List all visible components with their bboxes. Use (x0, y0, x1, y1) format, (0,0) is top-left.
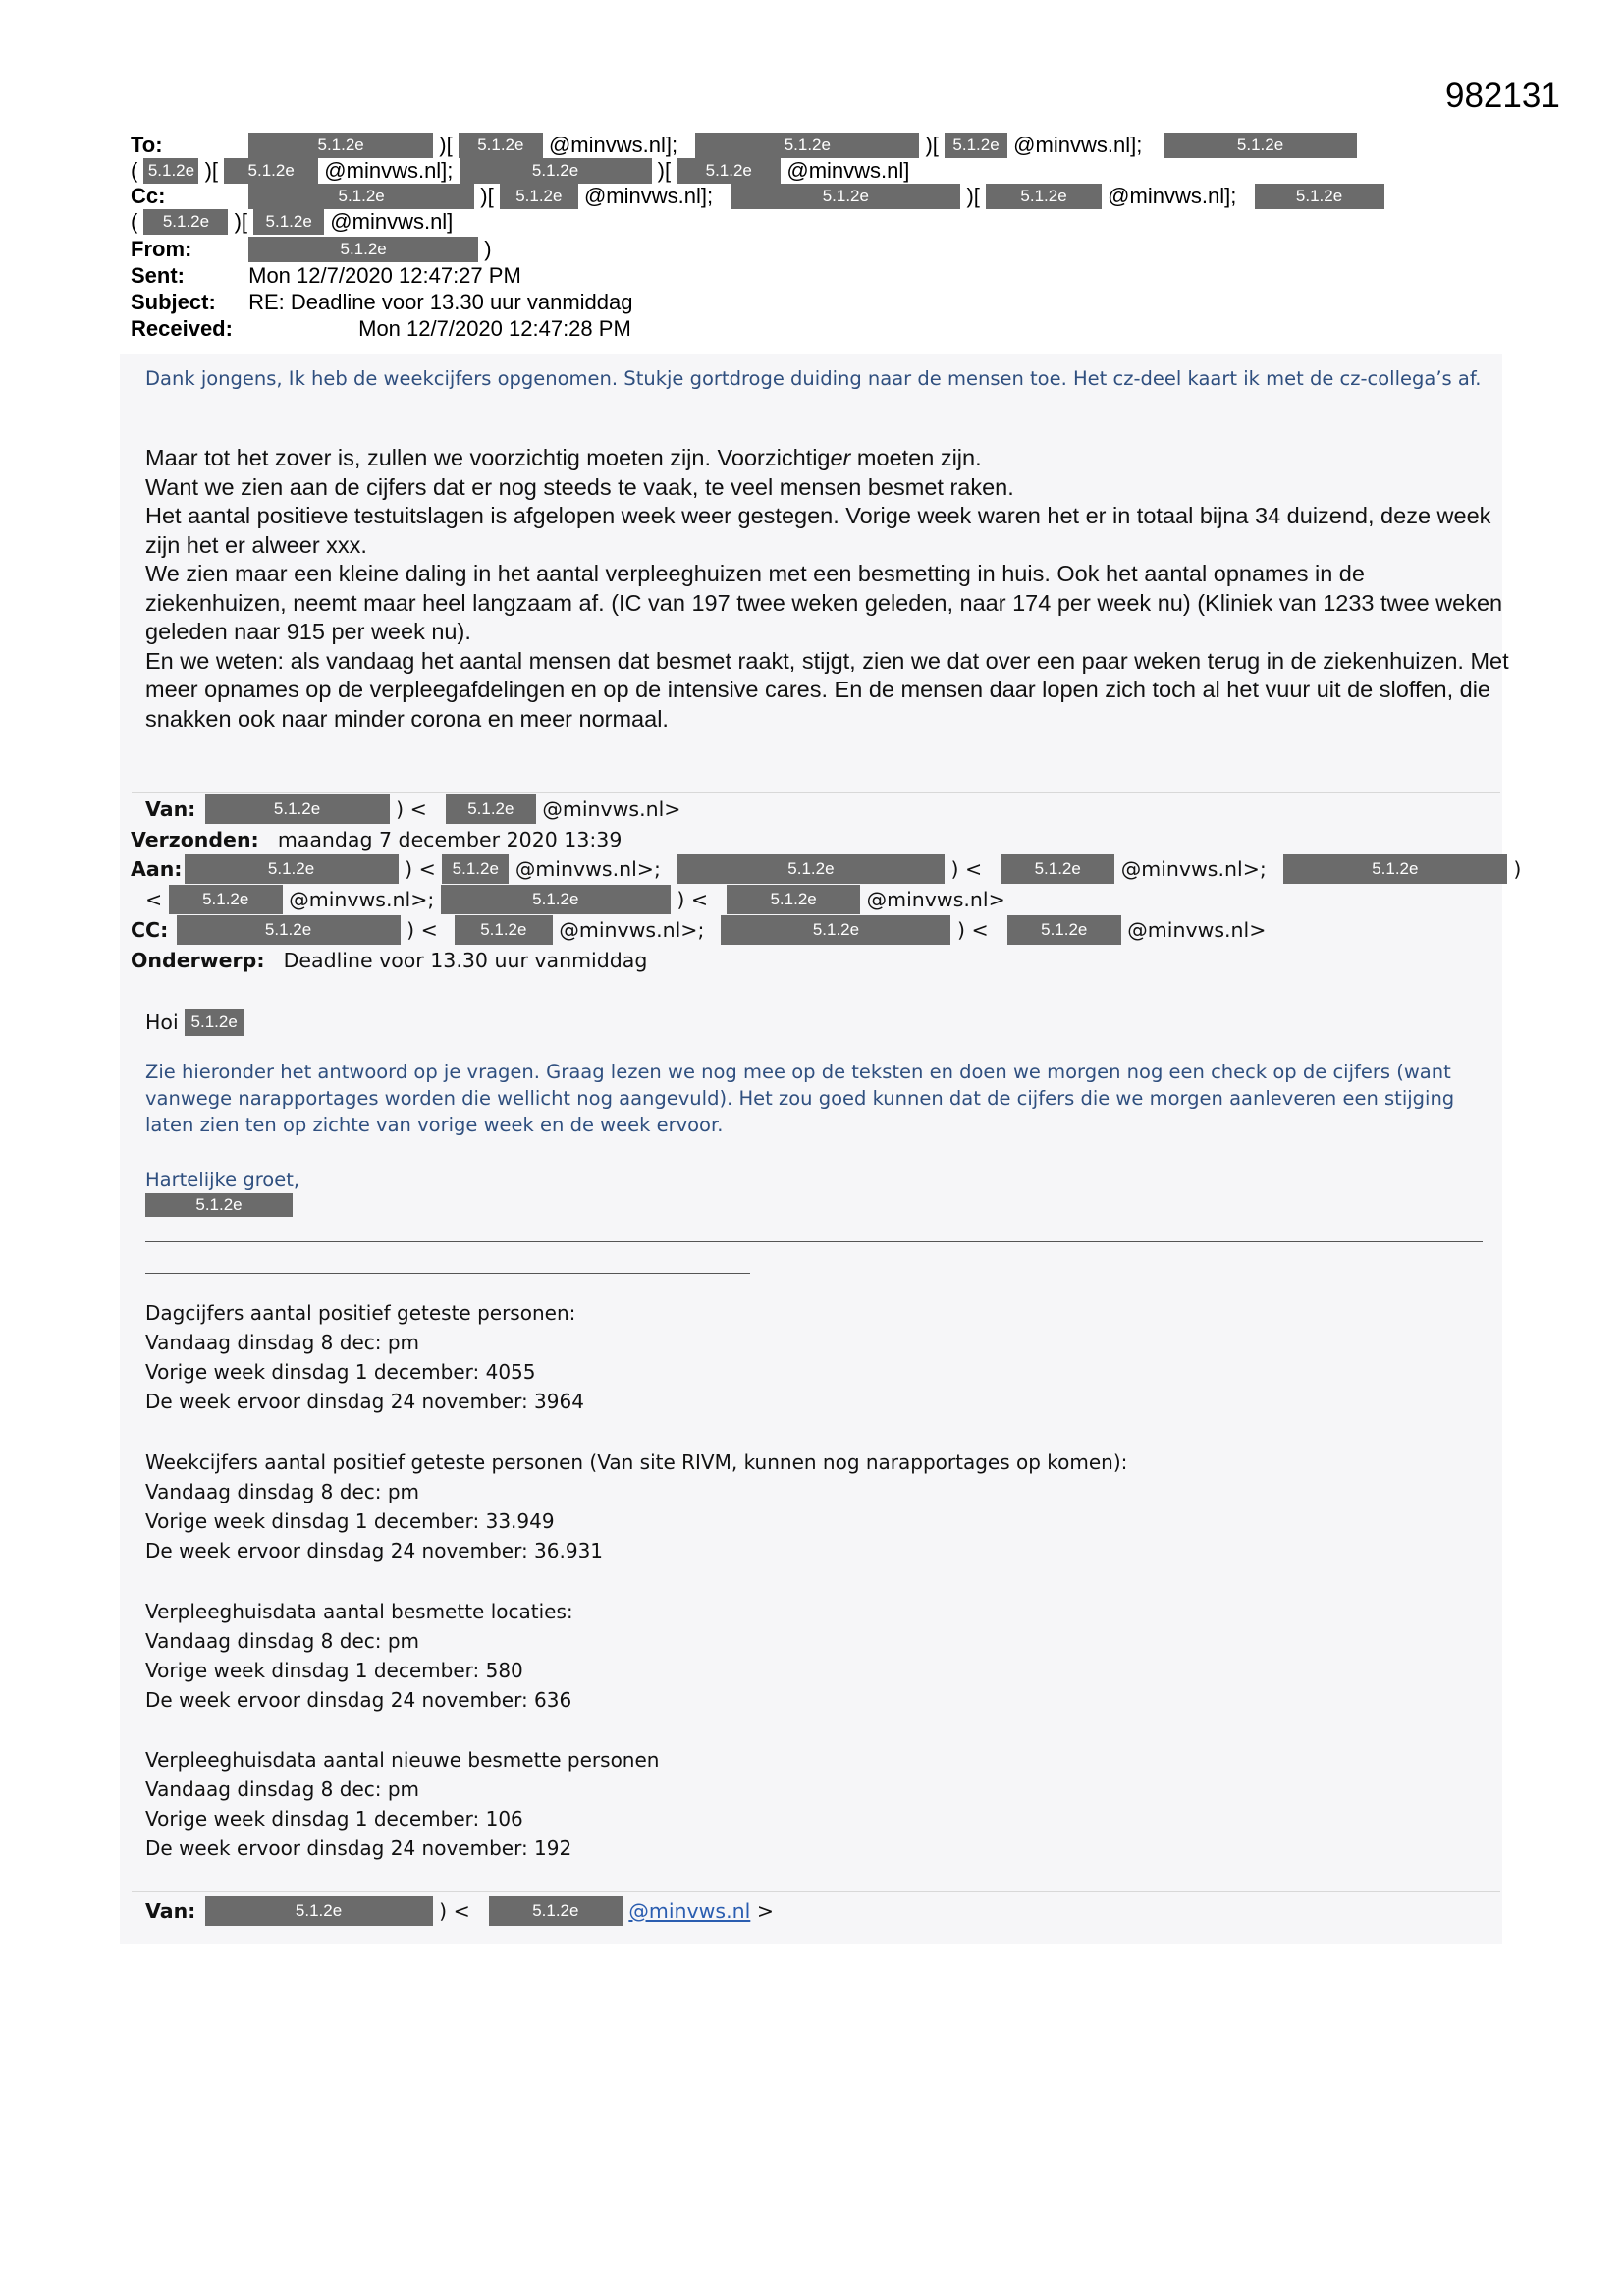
from-row (131, 236, 492, 262)
forwarded-body-text: Zie hieronder het antwoord op je vragen. Graag lezen we nog mee op de teksten en doen we morgen nog een check op de cijfers (want vanwege narapportages worden die wellicht nog aangevuld). Het zou goed kunnen dat de cijfers die we morgen aanleveren een stijging laten zien ten op zichte van vorige week en de week ervoor. (145, 1061, 1455, 1136)
redaction-box: 5.1.2e (248, 237, 478, 262)
sent-label: Sent: (131, 263, 185, 289)
sent-row (131, 262, 521, 289)
section-line: Vandaag dinsdag 8 dec: pm (145, 1777, 420, 1801)
last-van-label: Van: (145, 1899, 196, 1923)
cc-row-2 (131, 208, 453, 235)
redaction-box: 5.1.2e (695, 133, 919, 158)
reply-emphasis: er (830, 445, 851, 470)
section-line: De week ervoor dinsdag 24 november: 636 (145, 1688, 572, 1712)
reply-line: Want we zien aan de cijfers dat er nog steeds te vaak, te veel mensen besmet raken. (145, 473, 1014, 500)
underscore-line (145, 1241, 1483, 1242)
redaction-box: 5.1.2e (169, 885, 283, 914)
redaction-box: 5.1.2e (177, 915, 401, 945)
email-domain: @minvws.nl> (1127, 918, 1267, 942)
redaction-box: 5.1.2e (986, 184, 1102, 209)
redaction-box: 5.1.2e (185, 854, 399, 884)
fwd-cc-row (131, 915, 1266, 945)
redaction-box: 5.1.2e (459, 133, 543, 158)
fwd-van-label: Van: (145, 797, 196, 821)
fwd-aan-row (131, 854, 1521, 884)
separator-line (132, 1891, 1500, 1892)
section-line: De week ervoor dinsdag 24 november: 192 (145, 1836, 572, 1860)
section-line: De week ervoor dinsdag 24 november: 3964 (145, 1390, 584, 1413)
redaction-box: 5.1.2e (143, 209, 228, 235)
email-domain: @minvws.nl> (542, 797, 681, 821)
punct: ) < (439, 1899, 470, 1923)
punct: > (756, 1899, 775, 1923)
punct: )[ (925, 133, 939, 158)
subject-row (131, 289, 632, 315)
last-van-row (145, 1896, 774, 1926)
greeting-text: Hoi (145, 1011, 179, 1034)
email-domain: @minvws.nl>; (289, 888, 435, 911)
redaction-box: 5.1.2e (224, 158, 318, 184)
fwd-verzonden-row (131, 825, 622, 853)
fwd-verzonden-label: Verzonden: (131, 828, 259, 851)
redaction-box: 5.1.2e (248, 133, 433, 158)
punct: ) < (405, 857, 436, 881)
section-line: Vorige week dinsdag 1 december: 106 (145, 1807, 523, 1831)
punct: )[ (234, 209, 248, 235)
redaction-box: 5.1.2e (455, 915, 553, 945)
redaction-box: 5.1.2e (460, 158, 652, 184)
punct: )[ (657, 158, 672, 184)
reply-body (145, 444, 1510, 734)
redaction-box: 5.1.2e (677, 158, 781, 184)
reply-text: moeten zijn. (850, 445, 982, 470)
redaction-box: 5.1.2e (145, 1193, 293, 1217)
redaction-box: 5.1.2e (677, 854, 945, 884)
punct: )[ (204, 158, 219, 184)
punct: )[ (480, 184, 494, 209)
cc-row (131, 183, 1384, 209)
data-section (145, 1597, 573, 1715)
fwd-aan-label: Aan: (131, 857, 183, 881)
email-domain: @minvws.nl> (866, 888, 1005, 911)
document-number: 982131 (1445, 77, 1560, 115)
signature-row (145, 1190, 293, 1218)
to-row-2 (131, 157, 909, 184)
subject-value: RE: Deadline voor 13.30 uur vanmiddag (248, 290, 633, 315)
punct: ) < (950, 857, 983, 881)
reply-text: Maar tot het zover is, zullen we voorzichtig moeten zijn. Voorzichtig (145, 445, 831, 470)
email-link[interactable]: @minvws.nl (628, 1899, 751, 1923)
section-title: Verpleeghuisdata aantal nieuwe besmette personen (145, 1748, 660, 1772)
redaction-box: 5.1.2e (1007, 915, 1121, 945)
redaction-box: 5.1.2e (1255, 184, 1384, 209)
section-title: Weekcijfers aantal positief geteste personen (Van site RIVM, kunnen nog narapportages op komen): (145, 1450, 1128, 1474)
section-line: Vorige week dinsdag 1 december: 33.949 (145, 1509, 555, 1533)
reply-line (145, 444, 1510, 473)
subject-label: Subject: (131, 290, 216, 315)
fwd-verzonden-value: maandag 7 december 2020 13:39 (277, 828, 623, 851)
email-domain: @minvws.nl]; (1013, 133, 1143, 158)
punct: ( (131, 158, 138, 184)
punct: ) (1513, 857, 1522, 881)
redaction-box: 5.1.2e (205, 1896, 433, 1926)
redaction-box: 5.1.2e (731, 184, 960, 209)
closing-text: Hartelijke groet, (145, 1169, 300, 1191)
from-label: From: (131, 237, 192, 262)
punct: ) (484, 237, 492, 262)
cc-label: Cc: (131, 184, 166, 209)
email-domain: @minvws.nl]; (583, 184, 714, 209)
section-title: Dagcijfers aantal positief geteste personen: (145, 1301, 576, 1325)
redaction-box: 5.1.2e (727, 885, 860, 914)
redaction-box: 5.1.2e (1001, 854, 1114, 884)
punct: ( (131, 209, 138, 235)
fwd-van-row (145, 794, 680, 824)
data-section (145, 1298, 584, 1416)
reply-intro: Dank jongens, Ik heb de weekcijfers opgenomen. Stukje gortdroge duiding naar de mensen toe. Het cz-deel kaart ik met de cz-collega’s af. (145, 367, 1482, 390)
received-value: Mon 12/7/2020 12:47:28 PM (358, 316, 631, 342)
email-domain: @minvws.nl] (786, 158, 910, 184)
received-label: Received: (131, 316, 233, 342)
email-domain: @minvws.nl>; (514, 857, 661, 881)
reply-line: Het aantal positieve testuitslagen is afgelopen week weer gestegen. Vorige week waren het er in totaal bijna 34 duizend, deze week zijn het er alweer xxx. (145, 503, 1491, 558)
redaction-box: 5.1.2e (1283, 854, 1507, 884)
punct: )[ (966, 184, 980, 209)
redaction-box: 5.1.2e (143, 158, 198, 184)
reply-panel (120, 354, 1509, 786)
redaction-box: 5.1.2e (248, 184, 474, 209)
email-domain: @minvws.nl]; (324, 158, 454, 184)
section-line: Vandaag dinsdag 8 dec: pm (145, 1480, 420, 1503)
email-domain: @minvws.nl]; (1108, 184, 1237, 209)
section-title: Verpleeghuisdata aantal besmette locaties: (145, 1600, 573, 1623)
to-label: To: (131, 133, 163, 158)
separator-line (132, 792, 1500, 793)
fwd-aan-row-2 (145, 885, 1005, 914)
punct: ) < (677, 888, 709, 911)
redaction-box: 5.1.2e (253, 209, 324, 235)
sent-value: Mon 12/7/2020 12:47:27 PM (248, 263, 521, 289)
punct: ) < (956, 918, 989, 942)
section-line: Vorige week dinsdag 1 december: 4055 (145, 1360, 536, 1384)
section-line: Vandaag dinsdag 8 dec: pm (145, 1629, 420, 1653)
greeting-row (145, 1008, 244, 1036)
data-section (145, 1448, 1127, 1565)
punct: < (145, 888, 163, 911)
email-domain: @minvws.nl]; (548, 133, 678, 158)
received-row (131, 315, 631, 342)
redaction-box: 5.1.2e (441, 885, 671, 914)
redaction-box: 5.1.2e (205, 794, 390, 824)
redaction-box: 5.1.2e (446, 794, 536, 824)
redaction-box: 5.1.2e (945, 133, 1007, 158)
punct: ) < (396, 797, 427, 821)
fwd-onderwerp-label: Onderwerp: (131, 949, 265, 972)
reply-line: We zien maar een kleine daling in het aantal verpleeghuizen met een besmetting in huis. Ook het aantal opnames in de ziekenhuizen, neemt maar heel langzaam af. (IC van 197 twee weken geleden, naar 174 per week nu) (Kliniek van 1233 twee weken geleden naar 915 per week nu). (145, 561, 1503, 644)
redaction-box: 5.1.2e (1164, 133, 1357, 158)
redaction-box: 5.1.2e (442, 854, 509, 884)
fwd-onderwerp-row (131, 946, 647, 974)
underscore-line (145, 1273, 750, 1274)
reply-line: En we weten: als vandaag het aantal mensen dat besmet raakt, stijgt, zien we dat over een paar weken terug in de ziekenhuizen. Met meer opnames op de verpleegafdelingen en op de intensive cares. En de mensen daar lopen zich toch al het vuur uit de sloffen, die snakken ook naar minder corona en meer normaal. (145, 647, 1509, 732)
redaction-box: 5.1.2e (185, 1009, 244, 1036)
fwd-cc-label: CC: (131, 918, 169, 942)
email-domain: @minvws.nl>; (1120, 857, 1267, 881)
email-domain: @minvws.nl>; (559, 918, 705, 942)
redaction-box: 5.1.2e (500, 184, 578, 209)
fwd-onderwerp-value: Deadline voor 13.30 uur vanmiddag (283, 949, 648, 972)
section-line: De week ervoor dinsdag 24 november: 36.931 (145, 1539, 604, 1562)
punct: ) < (406, 918, 438, 942)
redaction-box: 5.1.2e (489, 1896, 623, 1926)
section-line: Vandaag dinsdag 8 dec: pm (145, 1331, 420, 1354)
data-section (145, 1745, 659, 1863)
section-line: Vorige week dinsdag 1 december: 580 (145, 1659, 523, 1682)
email-domain: @minvws.nl] (330, 209, 454, 235)
to-row (131, 132, 1357, 158)
redaction-box: 5.1.2e (721, 915, 950, 945)
punct: )[ (439, 133, 453, 158)
